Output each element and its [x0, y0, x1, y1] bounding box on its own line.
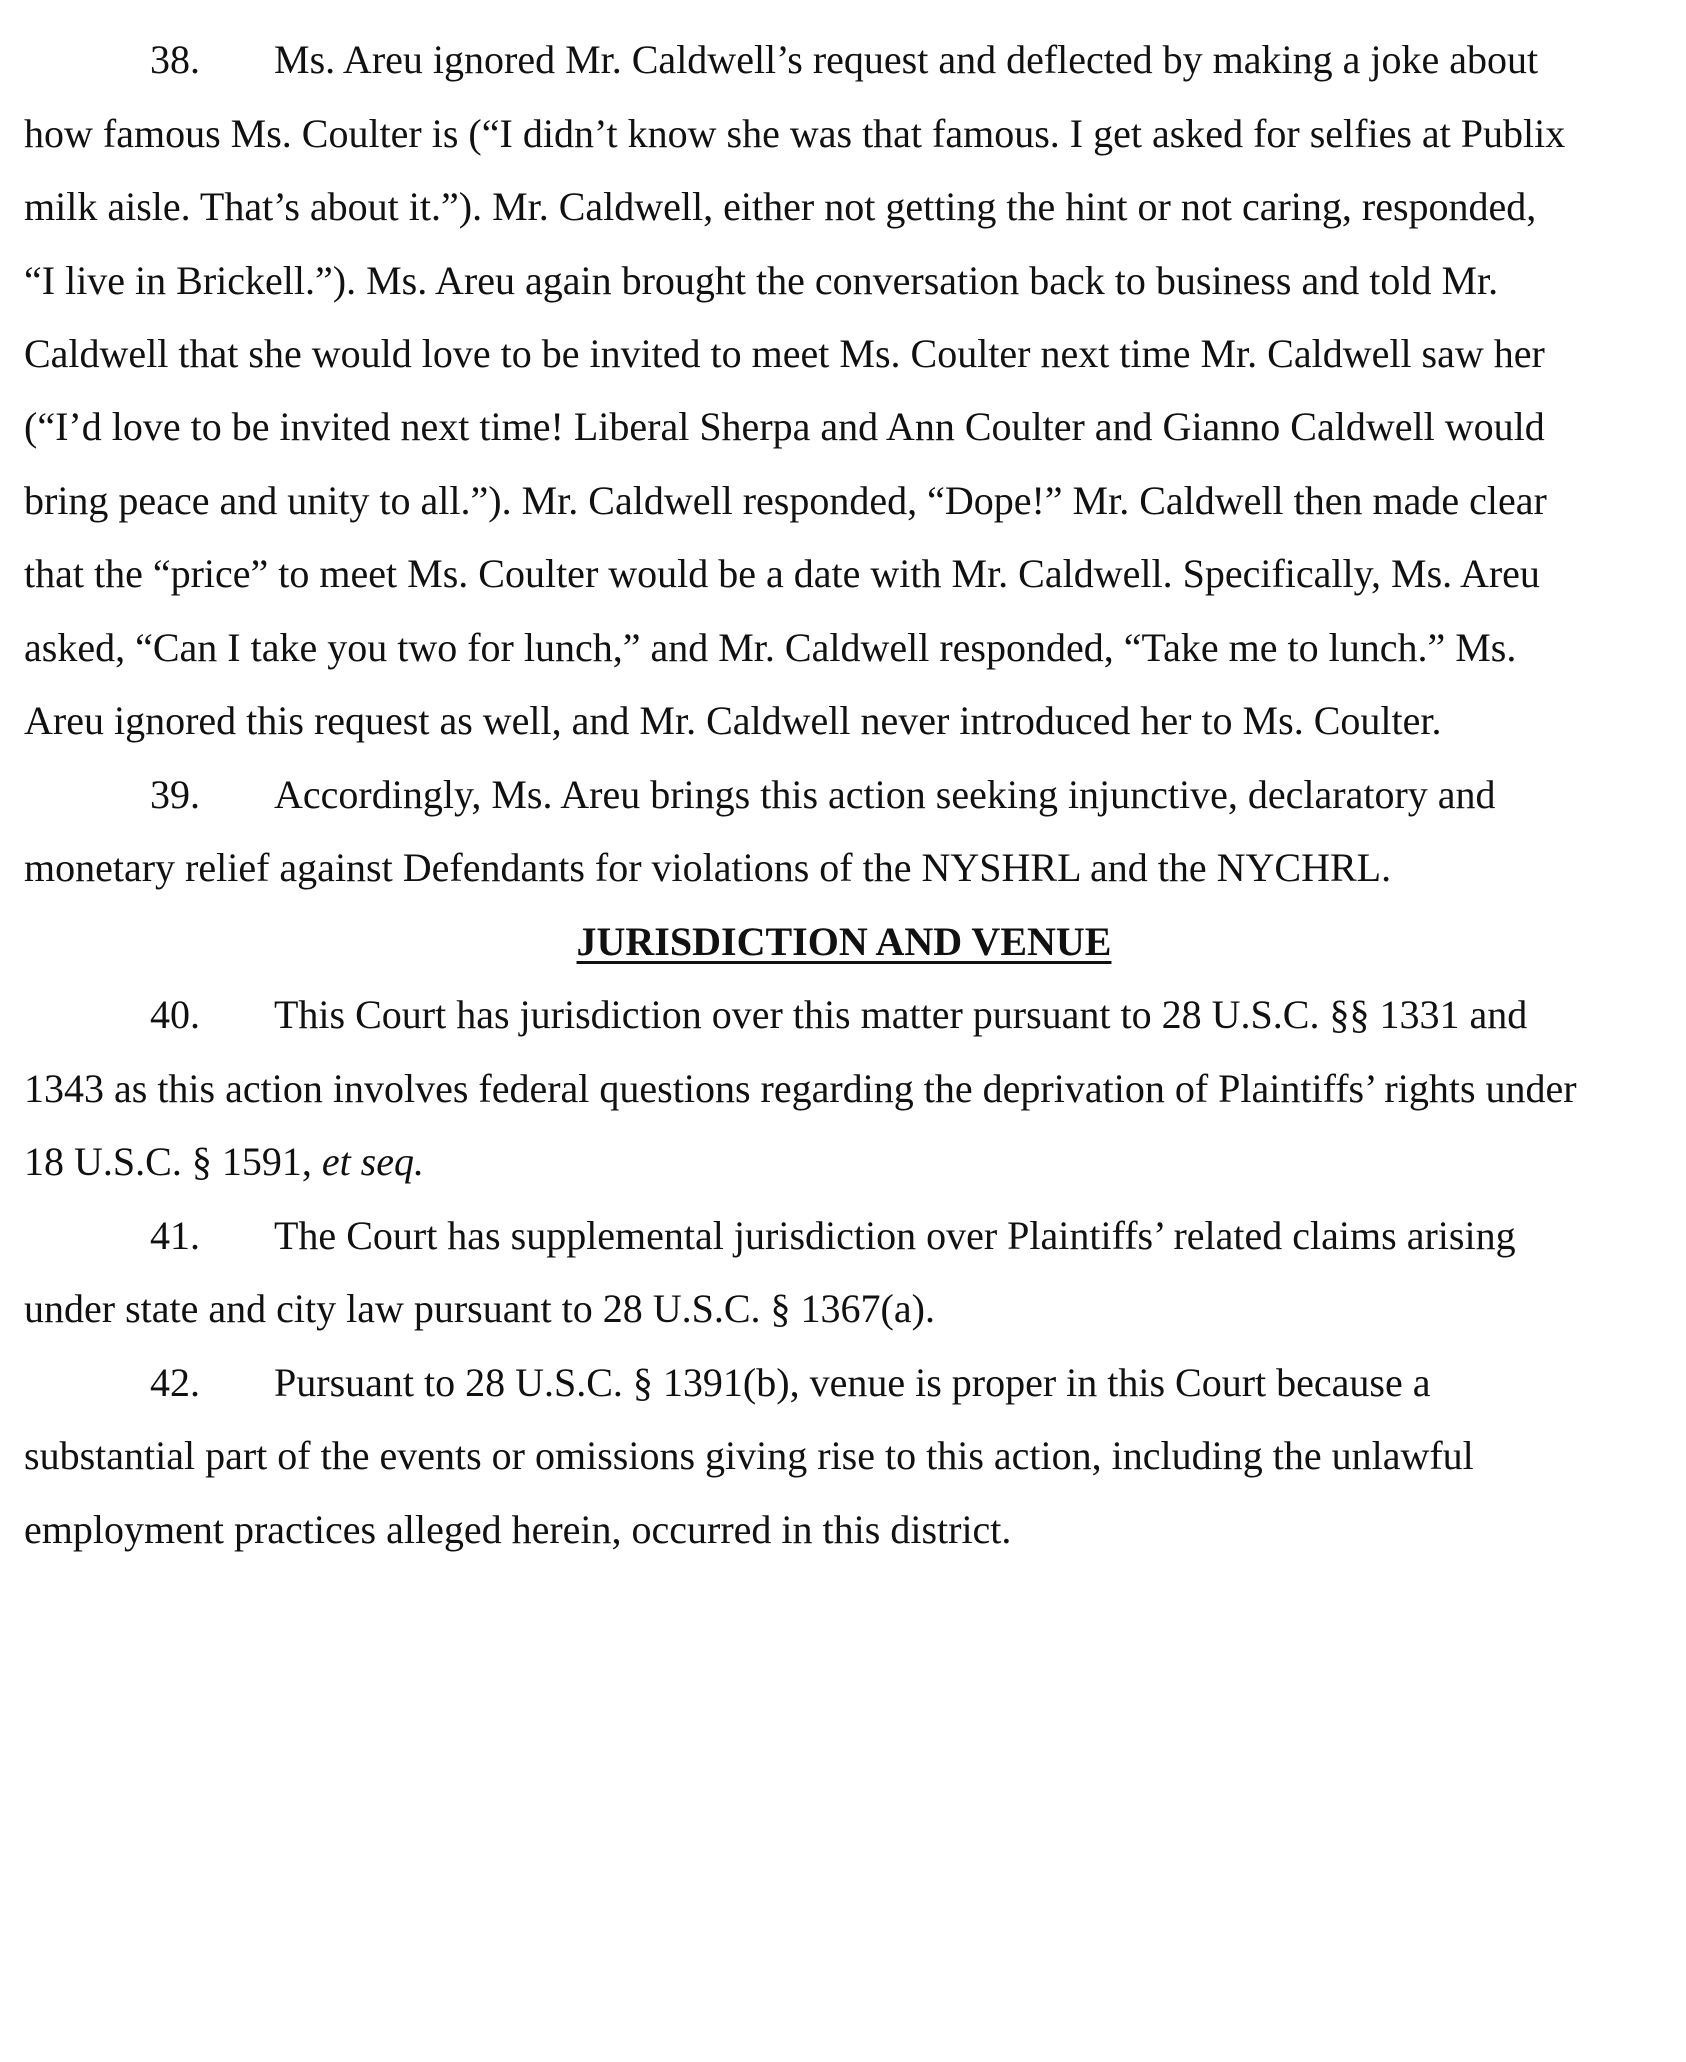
paragraph-line: 1343 as this action involves federal questions regarding the deprivation of Plaintiffs’ rights under	[24, 1066, 1577, 1111]
paragraph-line: Pursuant to 28 U.S.C. § 1391(b), venue is proper in this Court because a	[274, 1360, 1431, 1405]
paragraph-line: (“I’d love to be invited next time! Liberal Sherpa and Ann Coulter and Gianno Caldwell would	[24, 404, 1545, 449]
paragraph-line: Ms. Areu ignored Mr. Caldwell’s request and deflected by making a joke about	[274, 37, 1539, 82]
paragraph-line: under state and city law pursuant to 28 U.S.C. § 1367(a).	[24, 1286, 935, 1331]
paragraph-line	[24, 1138, 424, 1186]
paragraph-number: 41.	[150, 1213, 200, 1258]
paragraph-line: that the “price” to meet Ms. Coulter would be a date with Mr. Caldwell. Specifically, Ms. Areu	[24, 551, 1540, 596]
paragraph-line: bring peace and unity to all.”). Mr. Caldwell responded, “Dope!” Mr. Caldwell then made clear	[24, 478, 1547, 523]
paragraph-line: The Court has supplemental jurisdiction over Plaintiffs’ related claims arising	[274, 1213, 1516, 1258]
paragraph-line: Areu ignored this request as well, and Mr. Caldwell never introduced her to Ms. Coulter.	[24, 698, 1442, 743]
section-heading: JURISDICTION AND VENUE	[576, 919, 1112, 964]
paragraph-line: Accordingly, Ms. Areu brings this action seeking injunctive, declaratory and	[274, 772, 1496, 817]
paragraph-number: 38.	[150, 37, 200, 82]
paragraph-line: milk aisle. That’s about it.”). Mr. Caldwell, either not getting the hint or not caring, responded,	[24, 184, 1537, 229]
paragraph-line: asked, “Can I take you two for lunch,” and Mr. Caldwell responded, “Take me to lunch.” Ms.	[24, 625, 1517, 670]
paragraph-line: monetary relief against Defendants for violations of the NYSHRL and the NYCHRL.	[24, 845, 1392, 890]
paragraph-line: This Court has jurisdiction over this matter pursuant to 28 U.S.C. §§ 1331 and	[274, 992, 1528, 1037]
paragraph-number: 42.	[150, 1360, 200, 1405]
citation-text: 18 U.S.C. § 1591,	[24, 1139, 322, 1184]
paragraph-line: employment practices alleged herein, occurred in this district.	[24, 1507, 1012, 1552]
paragraph-line: how famous Ms. Coulter is (“I didn’t know she was that famous. I get asked for selfies at Publix	[24, 111, 1566, 156]
italic-citation: et seq.	[321, 1139, 424, 1184]
paragraph-line: substantial part of the events or omissions giving rise to this action, including the unlawful	[24, 1433, 1474, 1478]
paragraph-number: 39.	[150, 772, 200, 817]
paragraph-line: “I live in Brickell.”). Ms. Areu again brought the conversation back to business and told Mr.	[24, 258, 1499, 303]
paragraph-line: Caldwell that she would love to be invited to meet Ms. Coulter next time Mr. Caldwell saw her	[24, 331, 1545, 376]
paragraph-number: 40.	[150, 992, 200, 1037]
